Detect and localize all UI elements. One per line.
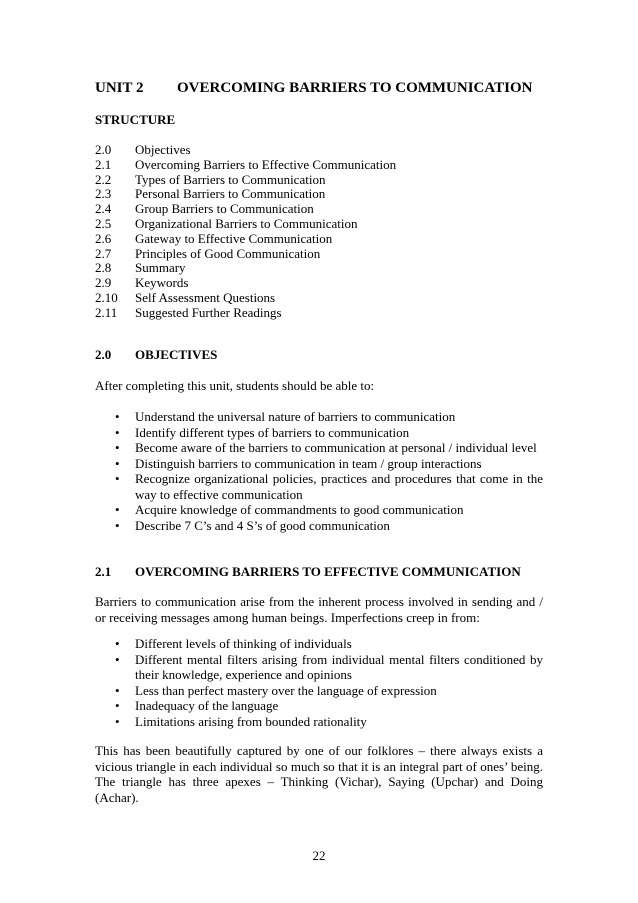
objectives-intro: After completing this unit, students should be able to:: [95, 378, 375, 393]
structure-item-label: Personal Barriers to Communication: [135, 186, 326, 202]
structure-item-label: Self Assessment Questions: [135, 289, 276, 305]
list-item-text: Acquire knowledge of commandments to good communication: [135, 502, 464, 517]
bullet-icon: •: [115, 409, 120, 424]
structure-item-label: Organizational Barriers to Communication: [135, 215, 358, 231]
structure-item-number: 2.7: [95, 245, 112, 261]
structure-item-label: Suggested Further Readings: [135, 304, 282, 320]
structure-item: [95, 290, 555, 305]
page-number: 22: [312, 848, 326, 863]
list-item: [95, 440, 543, 456]
list-item-text: Limitations arising from bounded rationality: [135, 713, 367, 729]
structure-item-number: 2.8: [95, 260, 112, 276]
list-item: [95, 518, 543, 534]
structure-item: [95, 231, 555, 246]
list-item: [95, 502, 543, 518]
structure-item-label: Principles of Good Communication: [135, 245, 321, 261]
objectives-list: [95, 409, 543, 533]
section-number: 2.0: [95, 347, 112, 362]
list-item: [95, 636, 543, 652]
bullet-icon: •: [115, 502, 120, 517]
structure-item-number: 2.0: [95, 142, 112, 157]
list-item-text: Describe 7 C’s and 4 S’s of good communication: [135, 517, 390, 533]
section-title: OBJECTIVES: [135, 347, 218, 362]
structure-item-label: Objectives: [135, 142, 191, 157]
structure-item-label: Gateway to Effective Communication: [135, 230, 333, 246]
structure-item: [95, 201, 555, 216]
list-item-text: Recognize organizational policies, practices and procedures that come in the way to effective communication: [135, 471, 543, 502]
bullet-icon: •: [115, 698, 120, 713]
structure-list: [95, 142, 555, 320]
bullet-icon: •: [115, 636, 120, 651]
structure-item: [95, 157, 555, 172]
structure-item: [95, 305, 555, 320]
structure-heading: STRUCTURE: [95, 112, 176, 127]
structure-item-number: 2.3: [95, 186, 112, 202]
list-item-text: Different levels of thinking of individuals: [135, 636, 352, 651]
section-2-1-heading: [95, 564, 521, 579]
structure-item: [95, 186, 555, 201]
structure-item-number: 2.1: [95, 156, 112, 172]
structure-item-number: 2.4: [95, 201, 112, 217]
list-item-text: Distinguish barriers to communication in team / group interactions: [135, 455, 482, 471]
structure-item: [95, 142, 555, 157]
structure-item: [95, 275, 555, 290]
structure-item-number: 2.6: [95, 230, 112, 246]
list-item: [95, 456, 543, 472]
list-item-text: Inadequacy of the language: [135, 698, 279, 713]
bullet-icon: •: [115, 651, 120, 667]
bullet-icon: •: [115, 424, 120, 440]
list-item-text: Less than perfect mastery over the language of expression: [135, 682, 437, 698]
unit-title: [95, 79, 532, 97]
structure-item-label: Types of Barriers to Communication: [135, 171, 326, 187]
structure-item-number: 2.11: [95, 304, 118, 320]
list-item: [95, 698, 543, 714]
structure-item: [95, 260, 555, 275]
structure-item: [95, 246, 555, 261]
unit-title-text: OVERCOMING BARRIERS TO COMMUNICATION: [177, 80, 533, 96]
structure-item: [95, 172, 555, 187]
structure-item-number: 2.9: [95, 275, 112, 291]
list-item-text: Different mental filters arising from individual mental filters conditioned by their knowledge, experience and opinions: [135, 651, 543, 682]
structure-item-label: Overcoming Barriers to Effective Communication: [135, 156, 397, 172]
structure-item-number: 2.5: [95, 215, 112, 231]
structure-item-number: 2.10: [95, 289, 118, 305]
bullet-icon: •: [115, 455, 120, 471]
unit-number: UNIT 2: [95, 80, 144, 96]
list-item: [95, 471, 543, 502]
list-item: [95, 652, 543, 683]
list-item: [95, 714, 543, 730]
list-item-text: Become aware of the barriers to communication at personal / individual level: [135, 440, 537, 455]
list-item-text: Identify different types of barriers to communication: [135, 424, 410, 440]
structure-item-label: Summary: [135, 260, 186, 276]
imperfections-list: [95, 636, 543, 729]
list-item: [95, 425, 543, 441]
bullet-icon: •: [115, 713, 120, 729]
objectives-heading: [95, 347, 217, 362]
structure-item-label: Group Barriers to Communication: [135, 201, 314, 217]
section-2-1-paragraph-2: This has been beautifully captured by one of our folklores – there always exists a vicious triangle in each individual so much so that it is an integral part of ones’ being. The triangle has three apexes – Thinking (Vichar), Saying (Upchar) and Doing (Achar).: [95, 743, 543, 805]
list-item-text: Understand the universal nature of barriers to communication: [135, 409, 456, 424]
bullet-icon: •: [115, 471, 120, 486]
list-item: [95, 409, 543, 425]
structure-item-number: 2.2: [95, 171, 112, 187]
list-item: [95, 683, 543, 699]
bullet-icon: •: [115, 517, 120, 533]
section-2-1-paragraph-1: Barriers to communication arise from the inherent process involved in sending and / or receiving messages among human beings. Imperfections creep in from:: [95, 594, 543, 625]
section-number: 2.1: [95, 564, 112, 579]
structure-item-label: Keywords: [135, 275, 189, 291]
bullet-icon: •: [115, 682, 120, 698]
bullet-icon: •: [115, 440, 120, 455]
section-title: OVERCOMING BARRIERS TO EFFECTIVE COMMUNICATION: [135, 564, 521, 579]
structure-item: [95, 216, 555, 231]
